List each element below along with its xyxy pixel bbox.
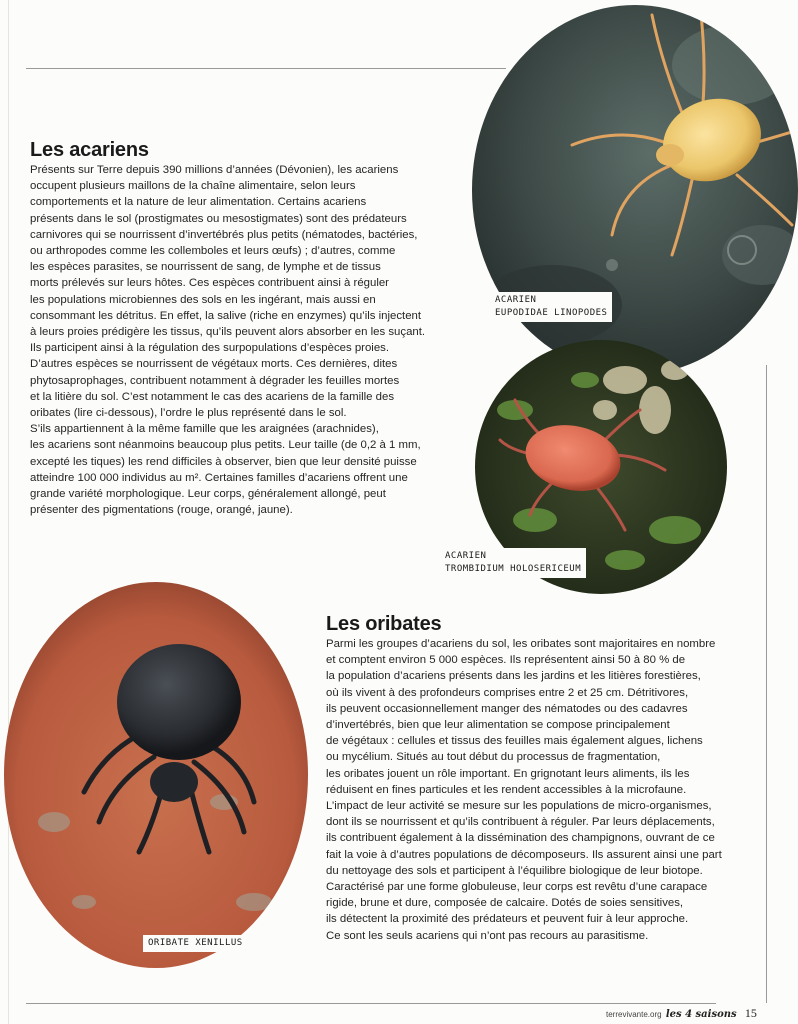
text-line: ils contribuent également à la dissémination des champignons, ouvrant de ce (326, 832, 715, 845)
text-line: présents dans le sol (prostigmates ou mesostigmates) sont des prédateurs (30, 212, 407, 225)
text-line: fait la voie à d’autres populations de décomposeurs. Ils assurent ainsi une part (326, 848, 722, 861)
text-line: atteindre 100 000 individus au m². Certaines familles d’acariens offrent une (30, 471, 408, 484)
text-line: de végétaux : cellules et tissus des feuilles mais également algues, lichens (326, 735, 703, 748)
caption-eupodidae (490, 292, 612, 322)
text-line: Présents sur Terre depuis 390 millions d’années (Dévonien), les acariens (30, 164, 399, 176)
text-line: oribates (lire ci-dessous), l’ordre le plus représenté dans le sol. (30, 407, 347, 420)
text-line: grande variété morphologique. Leur corps, généralement allongé, peut (30, 488, 386, 501)
text-line: ou mycélium. Situés au tout début du processus de fragmentation, (326, 751, 661, 764)
text-line: ils détectent la proximité des prédateurs et peuvent fuir à leur approche. (326, 913, 689, 926)
text-line: Ce sont les seuls acariens qui n’ont pas recours au parasitisme. (326, 929, 649, 942)
text-line: morts prélevés sur leurs hôtes. Ces espèces contribuent ainsi à réguler (30, 277, 389, 290)
paragraph-acariens (30, 162, 425, 518)
text-line: présenter des pigmentations (rouge, orangé, jaune). (30, 504, 293, 517)
paragraph-oribates (326, 636, 722, 944)
caption-xenillus (143, 935, 248, 952)
photo-oribate-xenillus (4, 582, 308, 968)
text-line: comportements et la nature de leur alimentation. Certains acariens (30, 196, 367, 209)
text-line: ou arthropodes comme les collemboles et leurs œufs) ; d’autres, comme (30, 245, 396, 258)
page-binding-edge (8, 0, 9, 1024)
top-rule (26, 68, 506, 69)
caption-line: EUPODIDAE LINOPODES (495, 308, 608, 318)
text-line: les oribates jouent un rôle important. En grignotant leurs aliments, ils les (326, 767, 690, 780)
footer-brand: les 4 saisons (665, 1009, 737, 1020)
text-line: carnivores qui se nourrissent d’invertébrés plus petits (nématodes, bactéries, (30, 228, 418, 241)
section-title-oribates: Les oribates (326, 613, 442, 635)
text-line: phytosaprophages, contribuent notamment à dégrader les feuilles mortes (30, 374, 400, 387)
caption-trombidium (440, 548, 586, 578)
text-line: et comptent environ 5 000 espèces. Ils représentent ainsi 50 à 80 % de (326, 654, 686, 667)
text-line: Parmi les groupes d’acariens du sol, les oribates sont majoritaires en nombre (326, 638, 716, 650)
text-line: Caractérisé par une forme globuleuse, leur corps est revêtu d’une carapace (326, 881, 708, 894)
right-rule (766, 365, 767, 1003)
text-line: D’autres espèces se nourrissent de végétaux morts. Ces dernières, dites (30, 358, 398, 371)
text-line: L’impact de leur activité se mesure sur les populations de micro-organismes, (326, 800, 712, 813)
text-line: excepté les tiques) les rend difficiles à observer, bien que leur densité puisse (30, 455, 417, 468)
text-line: les acariens sont néanmoins beaucoup plus petits. Leur taille (de 0,2 à 1 mm, (30, 439, 421, 452)
caption-line: ORIBATE XENILLUS (148, 938, 243, 948)
text-line: où ils vivent à des profondeurs comprises entre 2 et 25 cm. Détritivores, (326, 686, 689, 699)
page-footer (606, 1006, 757, 1021)
text-line: la population d’acariens présents dans les jardins et les litières forestières, (326, 670, 701, 683)
text-line: consommant les détritus. En effet, la salive (riche en enzymes) qu’ils injectent (30, 309, 422, 322)
bottom-rule (26, 1003, 716, 1004)
text-line: du nettoyage des sols et participent à l’équilibre biologique de leur biotope. (326, 864, 703, 877)
text-line: les espèces parasites, se nourrissent de sang, de lymphe et de tissus (30, 261, 381, 274)
text-line: dont ils se nourrissent et qu’ils contribuent à réguler. Par leurs déplacements, (326, 816, 715, 829)
text-line: occupent plusieurs maillons de la chaîne alimentaire, selon leurs (30, 180, 356, 193)
footer-site: terrevivante.org (606, 1010, 662, 1019)
page-number: 15 (744, 1006, 757, 1020)
text-line: à leurs proies prédigère les tissus, qu’ils peuvent alors absorber en les suçant. (30, 326, 426, 339)
text-line: les populations microbiennes des sols en les ingérant, mais aussi en (30, 293, 376, 306)
section-title-acariens: Les acariens (30, 139, 149, 161)
caption-line: ACARIEN (495, 295, 537, 305)
text-line: et la litière du sol. C’est notamment le cas des acariens de la famille des (30, 390, 395, 403)
text-line: ils peuvent occasionnellement manger des nématodes ou des cadavres (326, 702, 688, 715)
caption-line: ACARIEN (445, 551, 487, 561)
caption-line: TROMBIDIUM HOLOSERICEUM (445, 564, 582, 574)
text-line: d’invertébrés, bien que leur alimentation se compose principalement (326, 719, 670, 732)
text-line: Ils participent ainsi à la régulation des surpopulations d’espèces proies. (30, 342, 390, 355)
text-line: S’ils appartiennent à la même famille que les araignées (arachnides), (30, 423, 379, 436)
text-line: réduisent en fines particules et les rendent accessibles à la microfaune. (326, 783, 687, 796)
text-line: rigide, brune et dure, composée de calcaire. Dotés de soies sensitives, (326, 897, 684, 910)
